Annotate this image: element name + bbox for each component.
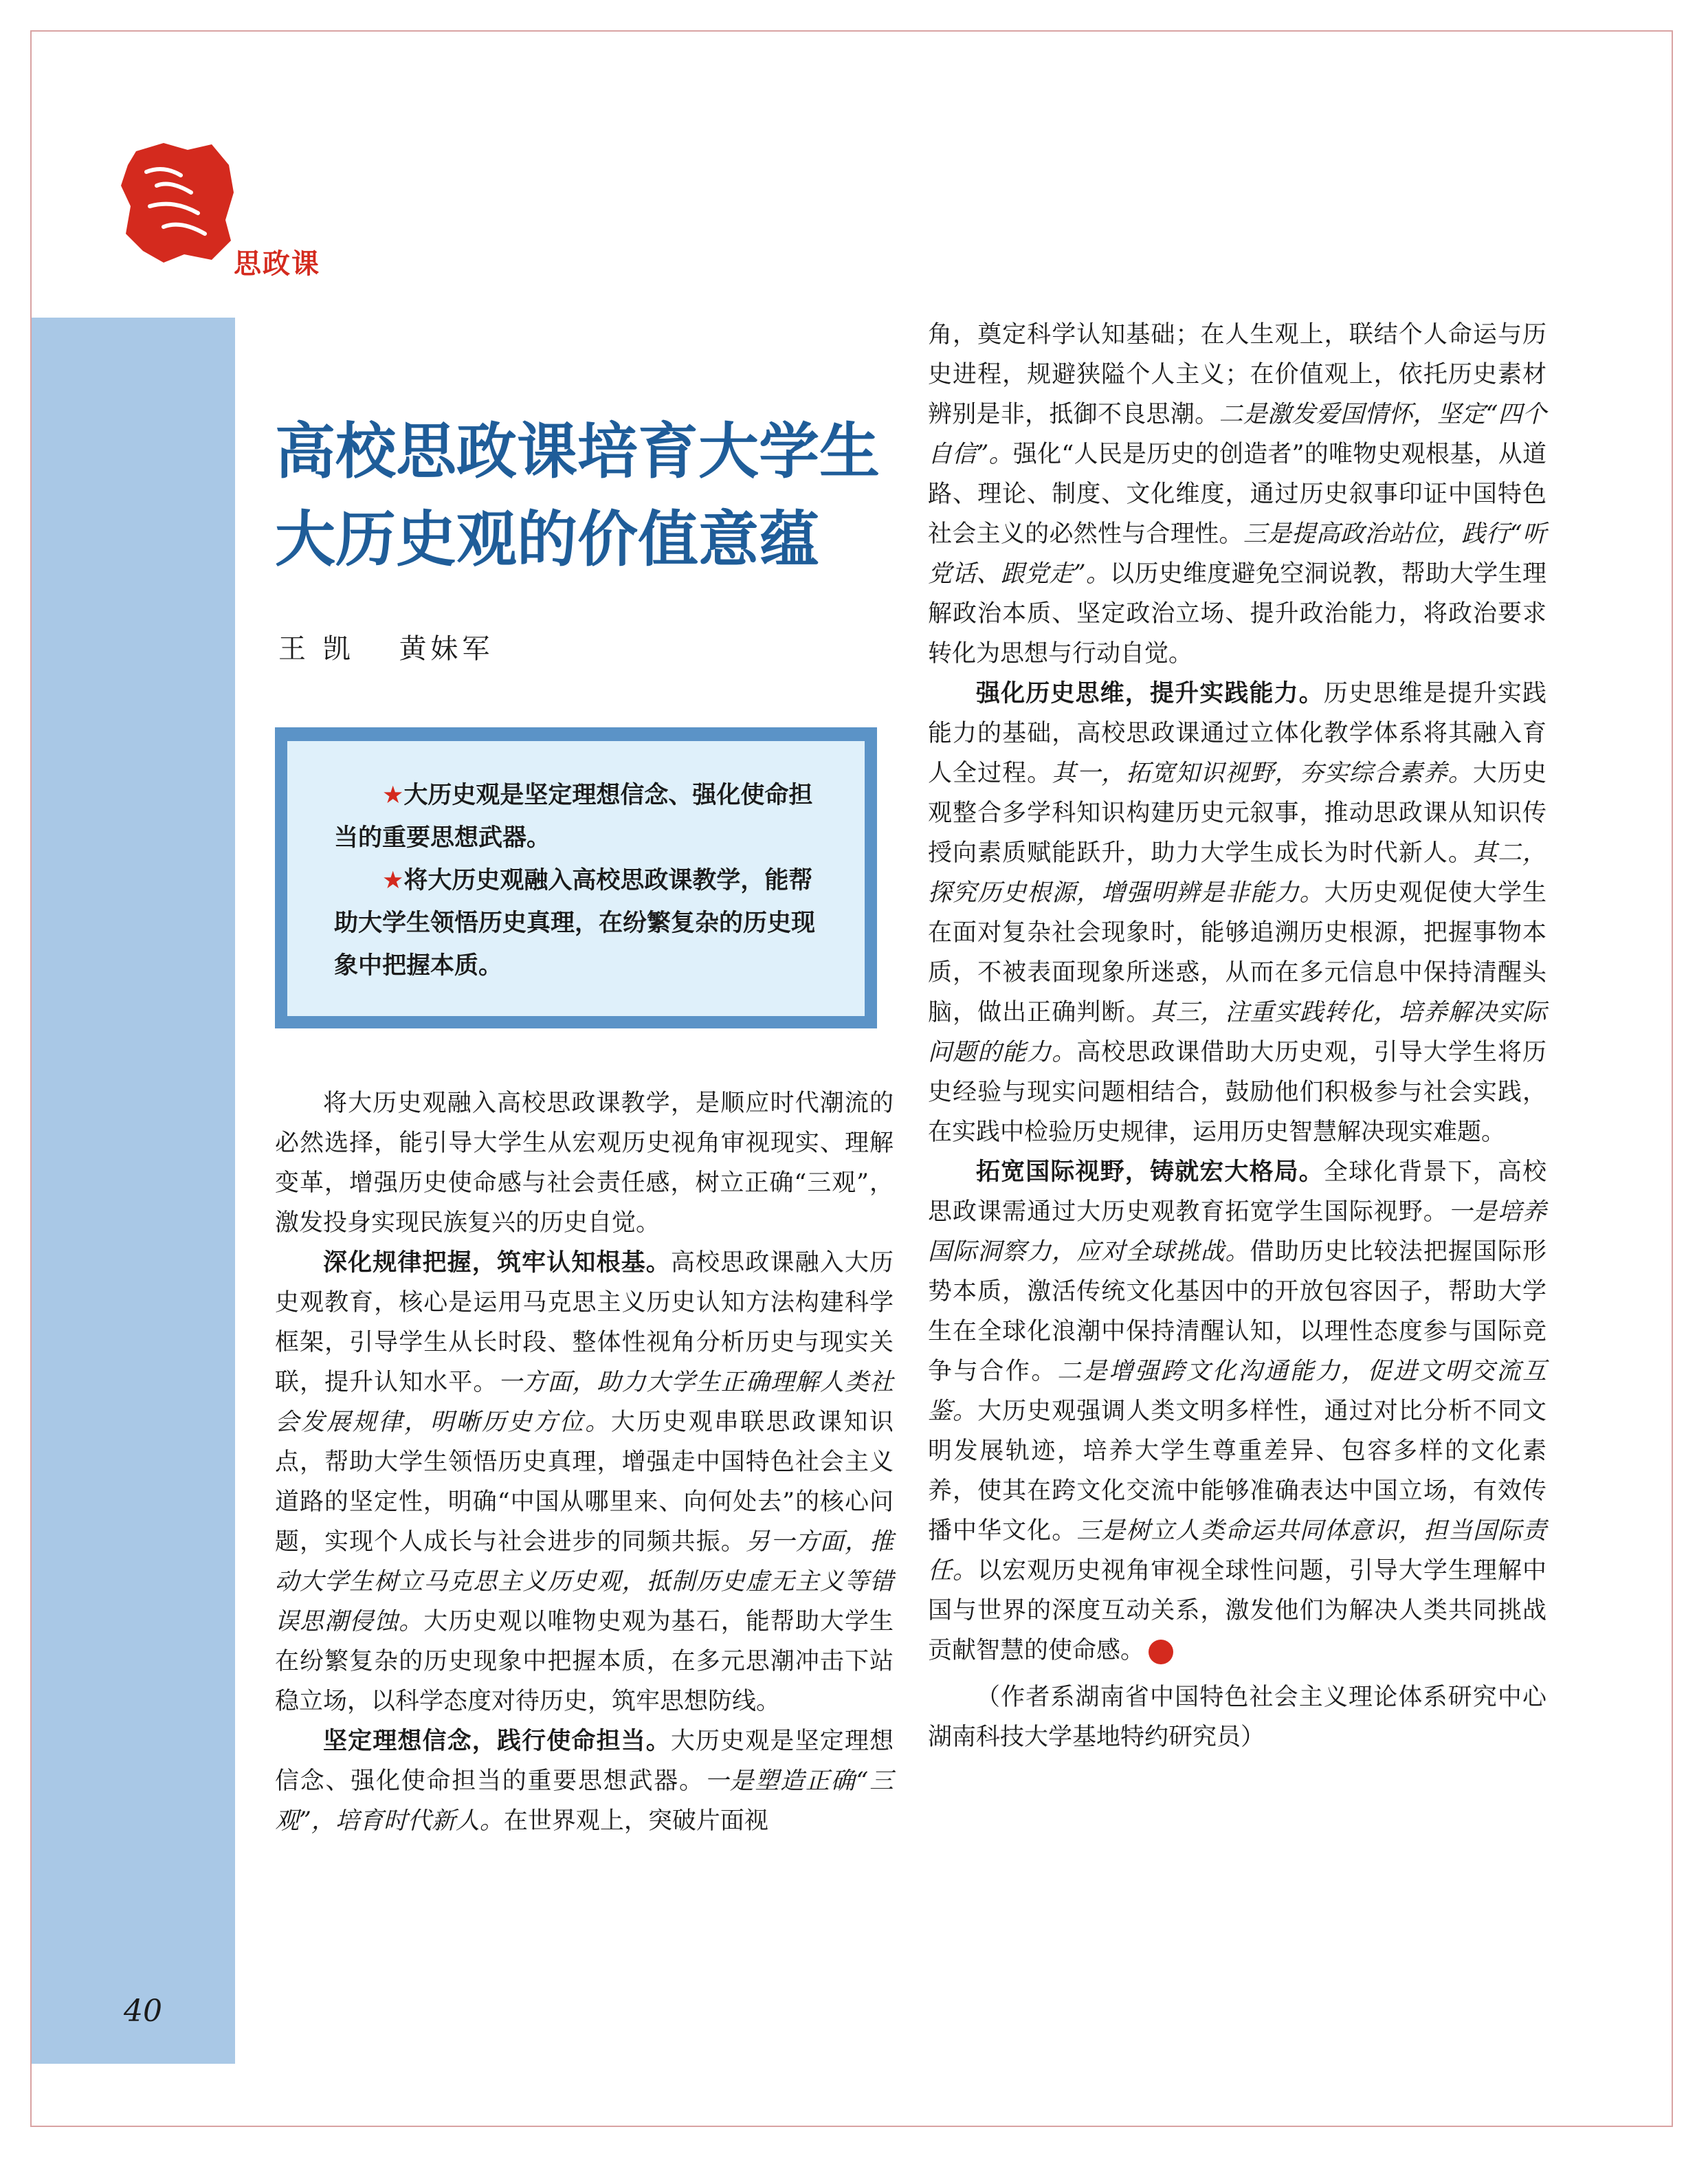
key-point-1: ★大历史观是坚定理想信念、强化使命担当的重要思想武器。 bbox=[334, 782, 813, 852]
article-title bbox=[275, 407, 907, 583]
section-3-heading: 强化历史思维，提升实践能力。 bbox=[976, 680, 1324, 707]
author-affiliation: （作者系湖南省中国特色社会主义理论体系研究中心湖南科技大学基地特约研究员） bbox=[928, 1684, 1546, 1751]
key-points-box bbox=[287, 741, 865, 1016]
section-1-paragraph: 深化规律把握，筑牢认知根基。高校思政课融入大历史观教育，核心是运用马克思主义历史认知方法构建科学框架，引导学生从长时段、整体性视角分析历史与现实关联，提升认知水平。一方面，助力大学生正确理解人类社会发展规律，明晰历史方位。大历史观串联思政课知识点，帮助大学生领悟历史真理，增强走中国特色社会主义道路的坚定性，明确“中国从哪里来、向何处去”的核心问题，实现个人成长与社会进步的同频共振。另一方面，推动大学生树立马克思主义历史观，抵制历史虚无主义等错误思潮侵蚀。大历史观以唯物史观为基石，能帮助大学生在纷繁复杂的历史现象中把握本质，在多元思潮冲击下站稳立场，以科学态度对待历史，筑牢思想防线。 bbox=[275, 1249, 894, 1715]
section-3-paragraph: 强化历史思维，提升实践能力。历史思维是提升实践能力的基础，高校思政课通过立体化教学体系将其融入育人全过程。其一，拓宽知识视野，夯实综合素养。大历史观整合多学科知识构建历史元叙事，推动思政课从知识传授向素质赋能跃升，助力大学生成长为时代新人。其二，探究历史根源，增强明辨是非能力。大历史观促使大学生在面对复杂社会现象时，能够追溯历史根源，把握事物本质，不被表面现象所迷惑，从而在多元信息中保持清醒头脑，做出正确判断。其三，注重实践转化，培养解决实际问题的能力。高校思政课借助大历史观，引导大学生将历史经验与现实问题相结合，鼓励他们积极参与社会实践，在实践中检验历史规律，运用历史智慧解决现实难题。 bbox=[928, 680, 1546, 1146]
section-4-paragraph: 拓宽国际视野，铸就宏大格局。全球化背景下，高校思政课需通过大历史观教育拓宽学生国际视野。一是培养国际洞察力，应对全球挑战。借助历史比较法把握国际形势本质，激活传统文化基因中的开放包容因子，帮助大学生在全球化浪潮中保持清醒认知，以理性态度参与国际竞争与合作。二是增强跨文化沟通能力，促进文明交流互鉴。大历史观强调人类文明多样性，通过对比分析不同文明发展轨迹，培养大学生尊重差异、包容多样的文化素养，使其在跨文化交流中能够准确表达中国立场，有效传播中华文化。三是树立人类命运共同体意识，担当国际责任。以宏观历史视角审视全球性问题，引导大学生理解中国与世界的深度互动关系，激发他们为解决人类共同挑战贡献智慧的使命感。 bbox=[928, 1158, 1546, 1664]
section-2-heading: 坚定理想信念，践行使命担当。 bbox=[323, 1728, 671, 1755]
right-column bbox=[928, 315, 1546, 1757]
magazine-logo bbox=[115, 137, 239, 268]
author-2: 黄妹军 bbox=[399, 633, 494, 665]
star-icon: ★ bbox=[382, 782, 404, 809]
key-point-2: ★将大历史观融入高校思政课教学，能帮助大学生领悟历史真理，在纷繁复杂的历史现象中把握本质。 bbox=[334, 867, 816, 980]
column-tag: 思政课 bbox=[234, 248, 320, 280]
star-icon: ★ bbox=[382, 867, 404, 894]
title-line-1: 高校思政课培育大学生 bbox=[275, 415, 880, 487]
author-line bbox=[278, 627, 525, 666]
page-number: 40 bbox=[124, 1994, 162, 2029]
section-4-heading: 拓宽国际视野，铸就宏大格局。 bbox=[976, 1158, 1324, 1186]
end-mark-icon bbox=[1149, 1640, 1173, 1664]
author-1: 王 凯 bbox=[278, 633, 355, 665]
section-2-paragraph: 坚定理想信念，践行使命担当。大历史观是坚定理想信念、强化使命担当的重要思想武器。一是塑造正确“三观”，培育时代新人。在世界观上，突破片面视 bbox=[275, 1728, 894, 1835]
left-column bbox=[275, 1083, 894, 1841]
section-1-heading: 深化规律把握，筑牢认知根基。 bbox=[323, 1249, 671, 1277]
title-line-2: 大历史观的价值意蕴 bbox=[275, 503, 820, 575]
section-2-continuation: 角，奠定科学认知基础；在人生观上，联结个人命运与历史进程，规避狭隘个人主义；在价值观上，依托历史素材辨别是非，抵御不良思潮。二是激发爱国情怀，坚定“四个自信”。强化“人民是历史的创造者”的唯物史观根基，从道路、理论、制度、文化维度，通过历史叙事印证中国特色社会主义的必然性与合理性。三是提高政治站位，践行“听党话、跟党走”。以历史维度避免空洞说教，帮助大学生理解政治本质、坚定政治立场、提升政治能力，将政治要求转化为思想与行动自觉。 bbox=[928, 321, 1546, 668]
intro-paragraph: 将大历史观融入高校思政课教学，是顺应时代潮流的必然选择，能引导大学生从宏观历史视角审视现实、理解变革，增强历史使命感与社会责任感，树立正确“三观”，激发投身实现民族复兴的历史自觉。 bbox=[275, 1090, 894, 1237]
left-color-band bbox=[32, 318, 235, 2064]
